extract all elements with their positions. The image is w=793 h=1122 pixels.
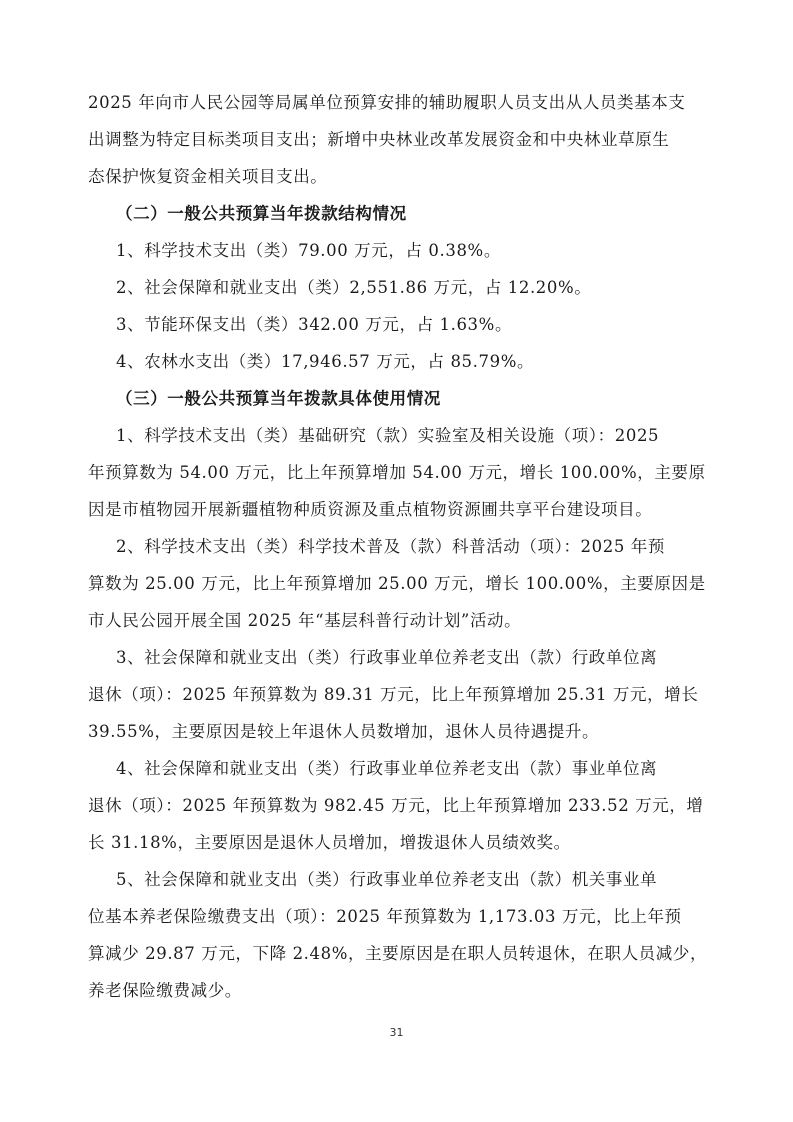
text-line: 2025 年向市人民公园等局属单位预算安排的辅助履职人员支出从人员类基本支	[88, 93, 686, 112]
section-2	[88, 195, 716, 380]
paragraph	[88, 417, 716, 528]
text-line: 5、社会保障和就业支出（类）行政事业单位养老支出（款）机关事业单	[116, 870, 658, 889]
section-3	[88, 380, 716, 1009]
paragraph	[88, 528, 716, 639]
list-item: 1、科学技术支出（类）79.00 万元，占 0.38%。	[116, 241, 501, 260]
text-line: 年预算数为 54.00 万元，比上年预算增加 54.00 万元，增长 100.00%，主要原	[88, 463, 706, 482]
text-line: 39.55%，主要原因是较上年退休人员数增加，退休人员待遇提升。	[88, 722, 600, 741]
text-line: 位基本养老保险缴费支出（项）：2025 年预算数为 1,173.03 万元，比上年预	[88, 907, 682, 926]
text-line: 2、科学技术支出（类）科学技术普及（款）科普活动（项）：2025 年预	[116, 537, 665, 556]
section-heading: （三）一般公共预算当年拨款具体使用情况	[116, 389, 441, 408]
page-number: 31	[389, 1026, 404, 1039]
text-line: 3、社会保障和就业支出（类）行政事业单位养老支出（款）行政单位离	[116, 648, 658, 667]
text-line: 算数为 25.00 万元，比上年预算增加 25.00 万元，增长 100.00%，主要原因是	[88, 574, 706, 593]
text-line: 长 31.18%，主要原因是退休人员增加，增拨退休人员绩效奖。	[88, 833, 571, 852]
intro-paragraph	[88, 84, 716, 195]
text-line: 因是市植物园开展新疆植物种质资源及重点植物资源圃共享平台建设项目。	[88, 500, 653, 519]
text-line: 退休（项）：2025 年预算数为 89.31 万元，比上年预算增加 25.31 万元，增长	[88, 685, 699, 704]
list-item: 2、社会保障和就业支出（类）2,551.86 万元，占 12.20%。	[116, 278, 592, 297]
paragraph	[88, 639, 716, 750]
section-heading: （二）一般公共预算当年拨款结构情况	[116, 204, 407, 223]
text-line: 1、科学技术支出（类）基础研究（款）实验室及相关设施（项）：2025	[116, 426, 660, 445]
paragraph	[88, 861, 716, 1009]
text-line: 市人民公园开展全国 2025 年“基层科普行动计划”活动。	[88, 611, 522, 630]
text-line: 态保护恢复资金相关项目支出。	[88, 167, 328, 186]
list-item: 3、节能环保支出（类）342.00 万元，占 1.63%。	[116, 315, 513, 334]
text-line: 算减少 29.87 万元，下降 2.48%，主要原因是在职人员转退休，在职人员减少，	[88, 944, 708, 963]
document-body	[88, 84, 716, 1009]
text-line: 退休（项）：2025 年预算数为 982.45 万元，比上年预算增加 233.52 万元，增	[88, 796, 704, 815]
text-line: 养老保险缴费减少。	[88, 981, 242, 1000]
paragraph	[88, 750, 716, 861]
text-line: 4、社会保障和就业支出（类）行政事业单位养老支出（款）事业单位离	[116, 759, 658, 778]
text-line: 出调整为特定目标类项目支出；新增中央林业改革发展资金和中央林业草原生	[88, 130, 670, 149]
list-item: 4、农林水支出（类）17,946.57 万元，占 85.79%。	[116, 352, 535, 371]
